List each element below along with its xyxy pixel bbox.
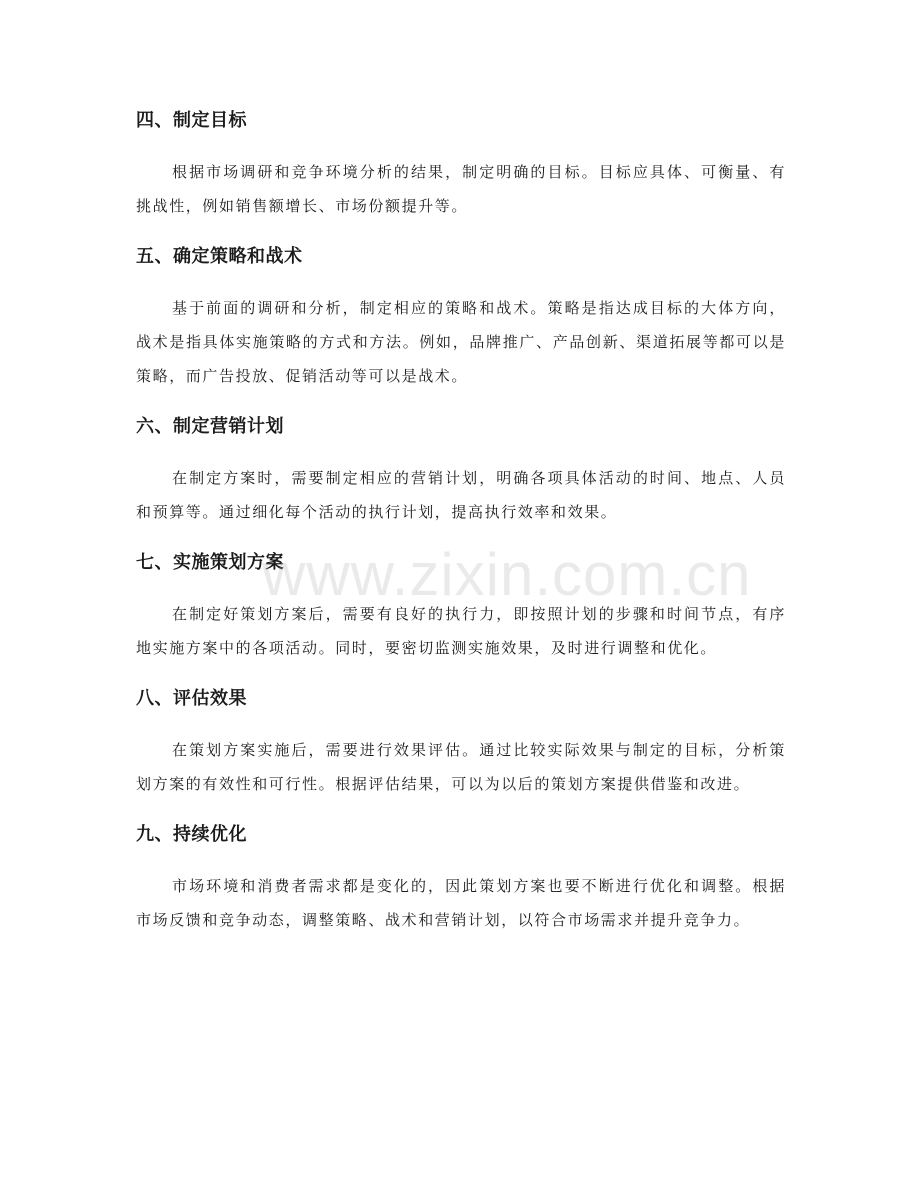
section-evaluation [136, 682, 786, 801]
watermark-text: www.zixin.com.cn [262, 541, 752, 608]
section-heading: 九、持续优化 [136, 824, 247, 845]
section-heading: 七、实施策划方案 [136, 552, 284, 573]
section-marketing-plan [136, 410, 786, 529]
section-heading: 五、确定策略和战术 [136, 246, 303, 267]
section-paragraph: 基于前面的调研和分析，制定相应的策略和战术。策略是指达成目标的大体方向，战术是指具体实施策略的方式和方法。例如，品牌推广、产品创新、渠道拓展等都可以是策略，而广告投放、促销活动等可以是战术。 [136, 299, 786, 385]
section-paragraph: 根据市场调研和竞争环境分析的结果，制定明确的目标。目标应具体、可衡量、有挑战性，例如销售额增长、市场份额提升等。 [136, 163, 786, 215]
section-goals [136, 104, 786, 223]
section-heading: 八、评估效果 [136, 688, 247, 709]
document-body [136, 104, 786, 954]
section-strategy [136, 240, 786, 393]
section-implementation [136, 546, 786, 665]
section-heading: 六、制定营销计划 [136, 416, 284, 437]
section-paragraph: 在策划方案实施后，需要进行效果评估。通过比较实际效果与制定的目标，分析策划方案的有效性和可行性。根据评估结果，可以为以后的策划方案提供借鉴和改进。 [136, 741, 786, 793]
section-paragraph: 在制定方案时，需要制定相应的营销计划，明确各项具体活动的时间、地点、人员和预算等。通过细化每个活动的执行计划，提高执行效率和效果。 [136, 469, 786, 521]
section-paragraph: 市场环境和消费者需求都是变化的，因此策划方案也要不断进行优化和调整。根据市场反馈和竞争动态，调整策略、战术和营销计划，以符合市场需求并提升竞争力。 [136, 877, 786, 929]
section-optimization [136, 818, 786, 937]
section-paragraph: 在制定好策划方案后，需要有良好的执行力，即按照计划的步骤和时间节点，有序地实施方案中的各项活动。同时，要密切监测实施效果，及时进行调整和优化。 [136, 605, 786, 657]
section-heading: 四、制定目标 [136, 110, 247, 131]
